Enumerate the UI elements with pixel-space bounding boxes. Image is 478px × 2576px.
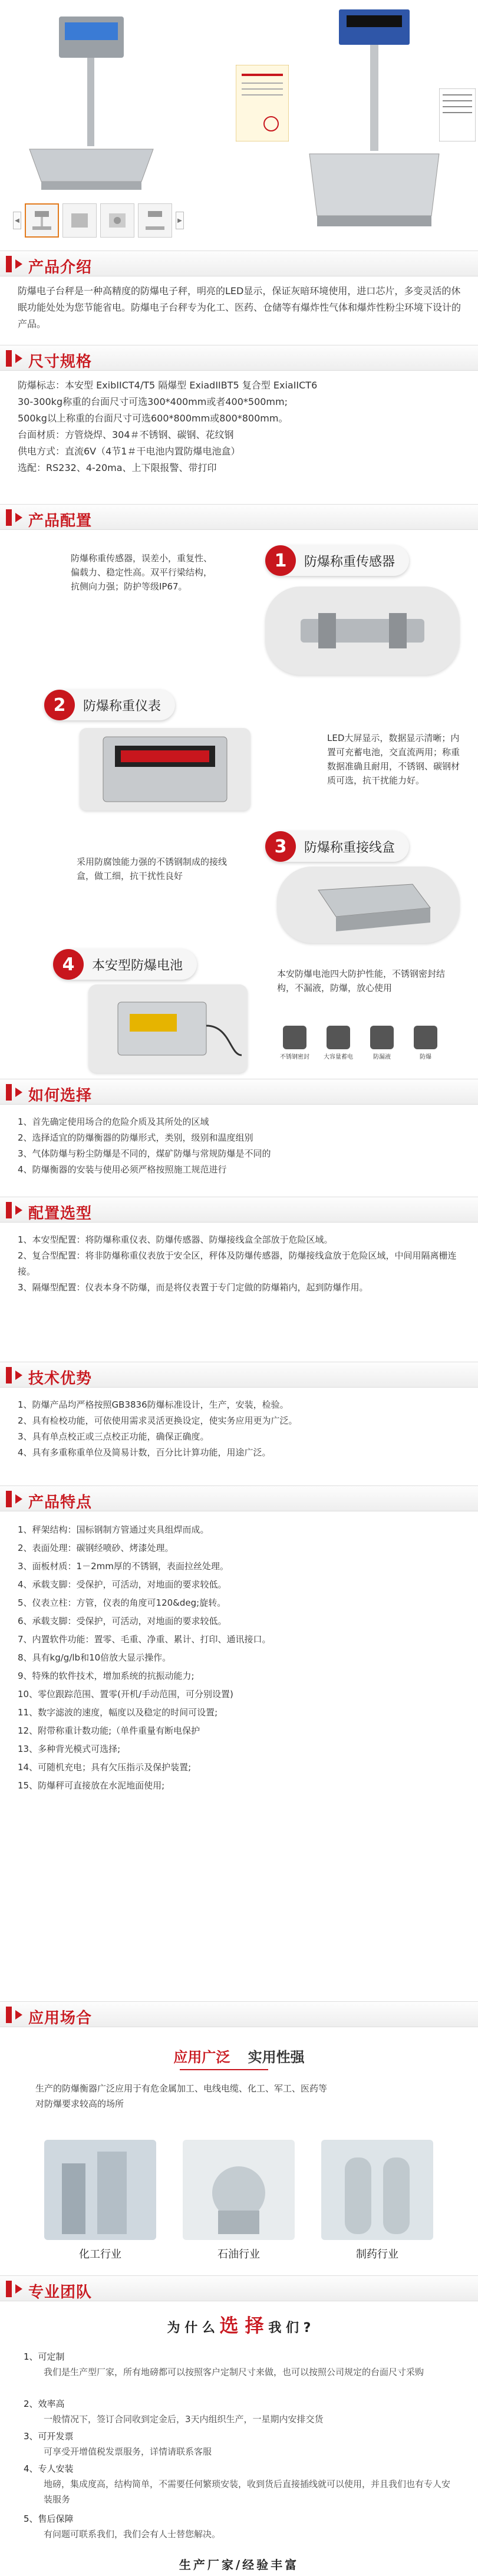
hero-gallery xyxy=(0,0,478,242)
list-item: 4、具有多重称重单位及简易计数，百分比计算功能，用途广泛。 xyxy=(18,1447,271,1458)
load-cell-photo xyxy=(265,587,460,675)
list-item: 2、表面处理：碳钢经喷砂、烤漆处理。 xyxy=(18,1543,174,1553)
list-item: 1、防爆产品均严格按照GB3836防爆标准设计，生产，安装，检验。 xyxy=(18,1399,289,1410)
feature-icon-item: 大容量蓄电 xyxy=(321,1026,356,1060)
spec-line: 30-300kg称重的台面尺寸可选300*400mm或者400*500mm; xyxy=(18,396,288,407)
component-number: 2 xyxy=(44,690,75,720)
header-bar xyxy=(6,1084,12,1101)
divider xyxy=(180,2069,268,2070)
component-desc-3: 采用防腐蚀能力强的不锈钢制成的接线盒，做工细，抗干扰性良好 xyxy=(77,857,228,881)
chevron-right-icon xyxy=(15,2010,22,2020)
section-title: 产品特点 xyxy=(28,1494,93,1511)
chevron-right-icon xyxy=(15,1088,22,1097)
junction-box-photo xyxy=(277,867,460,943)
app-card-oil xyxy=(183,2140,295,2264)
intro-text: 防爆电子台秤是一种高精度的防爆电子秤，明亮的LED显示，保证灰暗环境使用，进口芯片，多变灵活的休眠功能处处为您节能省电。防爆电子台秤专为化工、医药、仓储等有爆炸性气体和爆炸性粉尘环境下设计的产品。 xyxy=(18,285,461,330)
list-item: 2、具有检校功能，可依使用需求灵活更换设定，使实务应用更为广泛。 xyxy=(18,1415,298,1426)
thumbnail[interactable] xyxy=(100,203,134,238)
list-item: 4、承载支脚：受保护，可活动，对地面的要求较低。 xyxy=(18,1579,227,1590)
list-item: 11、数字滤波的速度，幅度以及稳定的时间可设置; xyxy=(18,1707,218,1718)
header-bar xyxy=(6,2007,12,2023)
chevron-right-icon xyxy=(15,1205,22,1215)
why-choose-highlight: 选 择 xyxy=(219,2314,264,2337)
section-title: 技术优势 xyxy=(28,1370,93,1388)
component-desc-2: LED大屏显示，数据显示清晰；内置可充蓄电池，交直流两用；称重数据准确且耐用，不锈钢、碳钢材质可选，抗干扰能力好。 xyxy=(327,733,460,786)
chevron-right-icon xyxy=(15,259,22,269)
app-card-pharma xyxy=(321,2140,433,2264)
component-label-2 xyxy=(44,690,175,720)
seal-icon xyxy=(283,1026,306,1049)
howto-list xyxy=(18,1114,463,1178)
list-item: 5、仪表立柱：方管，仪表的角度可120&deg;旋转。 xyxy=(18,1597,226,1608)
section-title: 如何选择 xyxy=(28,1087,93,1105)
spec-line: 供电方式：直流6V（4节1＃干电池内置防爆电池盒） xyxy=(18,446,240,457)
app-heading xyxy=(0,2045,478,2069)
adv-list xyxy=(18,1397,463,1461)
list-item: 3、面板材质：1－2mm厚的不锈钢，表面拉丝处理。 xyxy=(18,1561,229,1572)
app-caption: 制药行业 xyxy=(356,2248,398,2261)
component-number: 4 xyxy=(53,949,84,980)
feature-icon-item: 防漏液 xyxy=(364,1026,400,1060)
footer-title: 生产厂家/经验丰富 xyxy=(179,2558,299,2572)
header-bar xyxy=(6,1491,12,1507)
feature-icon-item: 防爆 xyxy=(408,1026,443,1060)
feature-icon-item: 不锈钢密封 xyxy=(277,1026,312,1060)
component-title: 防爆称重仪表 xyxy=(83,699,161,714)
list-item: 4、防爆衡器的安装与使用必须严格按照施工规范进行 xyxy=(18,1164,227,1175)
battery-icon xyxy=(327,1026,350,1049)
team-item: 1、可定制 我们是生产型厂家，所有地磅都可以按照客户定制尺寸来做，也可以按照公司规定的台面尺寸采购 xyxy=(24,2351,424,2377)
chevron-right-icon xyxy=(15,1494,22,1504)
header-bar xyxy=(6,509,12,526)
app-desc: 生产的防爆衡器广泛应用于有危金属加工、电线电缆、化工、军工、医药等对防爆要求较高的场所 xyxy=(35,2083,328,2109)
certificate-image xyxy=(439,88,476,141)
component-desc-4: 本安防爆电池四大防护性能，不锈钢密封结构，不漏液，防爆，放心使用 xyxy=(277,969,446,993)
scale-product-image xyxy=(306,4,442,236)
list-item: 1、本安型配置：将防爆称重仪表、防爆传感器、防爆接线盒全部放于危险区域。 xyxy=(18,1234,333,1245)
thumb-prev-button[interactable]: ◀ xyxy=(13,212,21,229)
component-desc-1: 防爆称重传感器，误差小，重复性、偏载力、稳定性高。双平行梁结构，抗侧向力强；防护等级IP67。 xyxy=(71,553,213,592)
section-header-team xyxy=(0,2275,478,2301)
list-item: 3、气体防爆与粉尘防爆是不同的，煤矿防爆与常规防爆是不同的 xyxy=(18,1148,271,1159)
section-header-intro xyxy=(0,251,478,276)
list-item: 14、可随机充电；具有欠压指示及保护装置; xyxy=(18,1762,192,1773)
list-item: 1、首先确定使用场合的危险介质及其所处的区域 xyxy=(18,1116,209,1127)
section-title: 尺寸规格 xyxy=(28,353,93,371)
indicator-photo xyxy=(80,728,250,811)
list-item: 6、承载支脚：受保护，可活动，对地面的要求较低。 xyxy=(18,1616,227,1626)
spec-line: 台面材质：方管烧焊、304＃不锈钢、碳钢、花纹钢 xyxy=(18,429,234,440)
list-item: 10、零位跟踪范围、置零(开机/手动范围，可分别设置) xyxy=(18,1689,233,1699)
explosion-proof-icon xyxy=(414,1026,437,1049)
list-item: 2、复合型配置：将非防爆称重仪表放于安全区，秤体及防爆传感器，防爆接线盒放于危险区域，中间用隔离栅连接。 xyxy=(18,1250,457,1277)
component-label-1 xyxy=(265,545,409,576)
why-choose-heading: 为 什 么 选 择 我 们 ? xyxy=(167,2314,311,2337)
team-item: 5、售后保障 有问题可联系我们，我们会有人士替您解决。 xyxy=(24,2514,221,2539)
app-image xyxy=(321,2140,433,2240)
chevron-right-icon xyxy=(15,513,22,522)
section-header-choice xyxy=(0,1197,478,1223)
team-item: 3、可开发票 可享受开增值税发票服务，详情请联系客服 xyxy=(24,2431,212,2457)
component-title: 本安型防爆电池 xyxy=(92,958,183,973)
thumbnail-strip xyxy=(13,203,184,238)
header-bar xyxy=(6,256,12,272)
list-item: 8、具有kg/g/lb和10倍放大显示操作。 xyxy=(18,1652,172,1663)
list-item: 9、特殊的软件技术，增加系统的抗振动能力; xyxy=(18,1671,195,1681)
section-header-spec xyxy=(0,345,478,371)
section-header-adv xyxy=(0,1362,478,1388)
app-card-chemical xyxy=(44,2140,156,2264)
component-title: 防爆称重接线盒 xyxy=(304,840,395,855)
team-item: 2、效率高 一般情况下，签订合同收到定金后，3天内组织生产，一星期内安排交货 xyxy=(24,2399,324,2425)
chevron-right-icon xyxy=(15,1371,22,1380)
header-bar xyxy=(6,1202,12,1218)
list-item: 1、秤架结构：国标钢制方管通过夹具组焊而成。 xyxy=(18,1524,209,1535)
section-title: 配置选型 xyxy=(28,1205,93,1223)
spec-line: 防爆标志：本安型 ExibIICT4/T5 隔爆型 ExiadIIBT5 复合型 ExiaIICT6 xyxy=(18,380,318,391)
section-header-config xyxy=(0,504,478,530)
chevron-right-icon xyxy=(15,354,22,363)
app-image xyxy=(44,2140,156,2240)
app-caption: 化工行业 xyxy=(79,2248,121,2261)
section-header-feature xyxy=(0,1485,478,1511)
thumbnail[interactable] xyxy=(25,203,59,238)
list-item: 3、具有单点校正或三点校正功能，确保正确度。 xyxy=(18,1431,209,1442)
feature-list xyxy=(18,1521,463,1795)
list-item: 13、多种背光模式可选择; xyxy=(18,1744,121,1754)
battery-feature-icons xyxy=(277,1026,443,1060)
header-bar xyxy=(6,350,12,367)
section-title: 产品配置 xyxy=(28,512,93,530)
section-title: 应用场合 xyxy=(28,2010,93,2027)
drop-icon xyxy=(370,1026,394,1049)
thumbnail[interactable] xyxy=(62,203,97,238)
list-item: 15、防爆秤可直接放在水泥地面使用; xyxy=(18,1780,165,1791)
header-bar xyxy=(6,1367,12,1383)
section-title: 产品介绍 xyxy=(28,259,93,276)
list-item: 7、内置软件功能：置零、毛重、净重、累计、打印、通讯接口。 xyxy=(18,1634,271,1645)
spec-list xyxy=(18,377,463,476)
list-item: 3、隔爆型配置：仪表本身不防爆，而是将仪表置于专门定做的防爆箱内，起到防爆作用。 xyxy=(18,1282,368,1293)
component-number: 3 xyxy=(265,831,296,862)
header-bar xyxy=(6,2281,12,2297)
section-header-app xyxy=(0,2001,478,2027)
component-number: 1 xyxy=(265,545,296,576)
scale-main-image xyxy=(24,11,159,199)
team-item: 4、专人安装 地磅，集成度高，结构简单，不需要任何繁琐安装，收到货后直接插线就可以使用，并且我们也有专人安装服务 xyxy=(24,2463,451,2505)
spec-line: 选配：RS232、4-20ma、上下限报警、带打印 xyxy=(18,462,217,473)
spec-line: 500kg以上称重的台面尺寸可选600*800mm或800*800mm。 xyxy=(18,413,288,424)
thumb-next-button[interactable]: ▶ xyxy=(176,212,184,229)
component-label-3 xyxy=(265,831,409,862)
section-header-howto xyxy=(0,1079,478,1105)
thumbnail[interactable] xyxy=(138,203,172,238)
app-heading-black: 实用性强 xyxy=(248,2049,305,2066)
choice-list xyxy=(18,1232,463,1296)
list-item: 2、选择适宜的防爆衡器的防爆形式，类别，级别和温度组别 xyxy=(18,1132,253,1143)
chevron-right-icon xyxy=(15,2284,22,2294)
app-image xyxy=(183,2140,295,2240)
app-caption: 石油行业 xyxy=(217,2248,260,2261)
component-title: 防爆称重传感器 xyxy=(304,554,395,569)
component-label-4 xyxy=(53,949,197,980)
certificate-image xyxy=(236,65,289,141)
battery-photo xyxy=(88,984,248,1073)
section-title: 专业团队 xyxy=(28,2284,93,2301)
list-item: 12、附带称重计数功能;（单件重量有断电保护 xyxy=(18,1725,200,1736)
app-heading-red: 应用广泛 xyxy=(173,2049,230,2066)
